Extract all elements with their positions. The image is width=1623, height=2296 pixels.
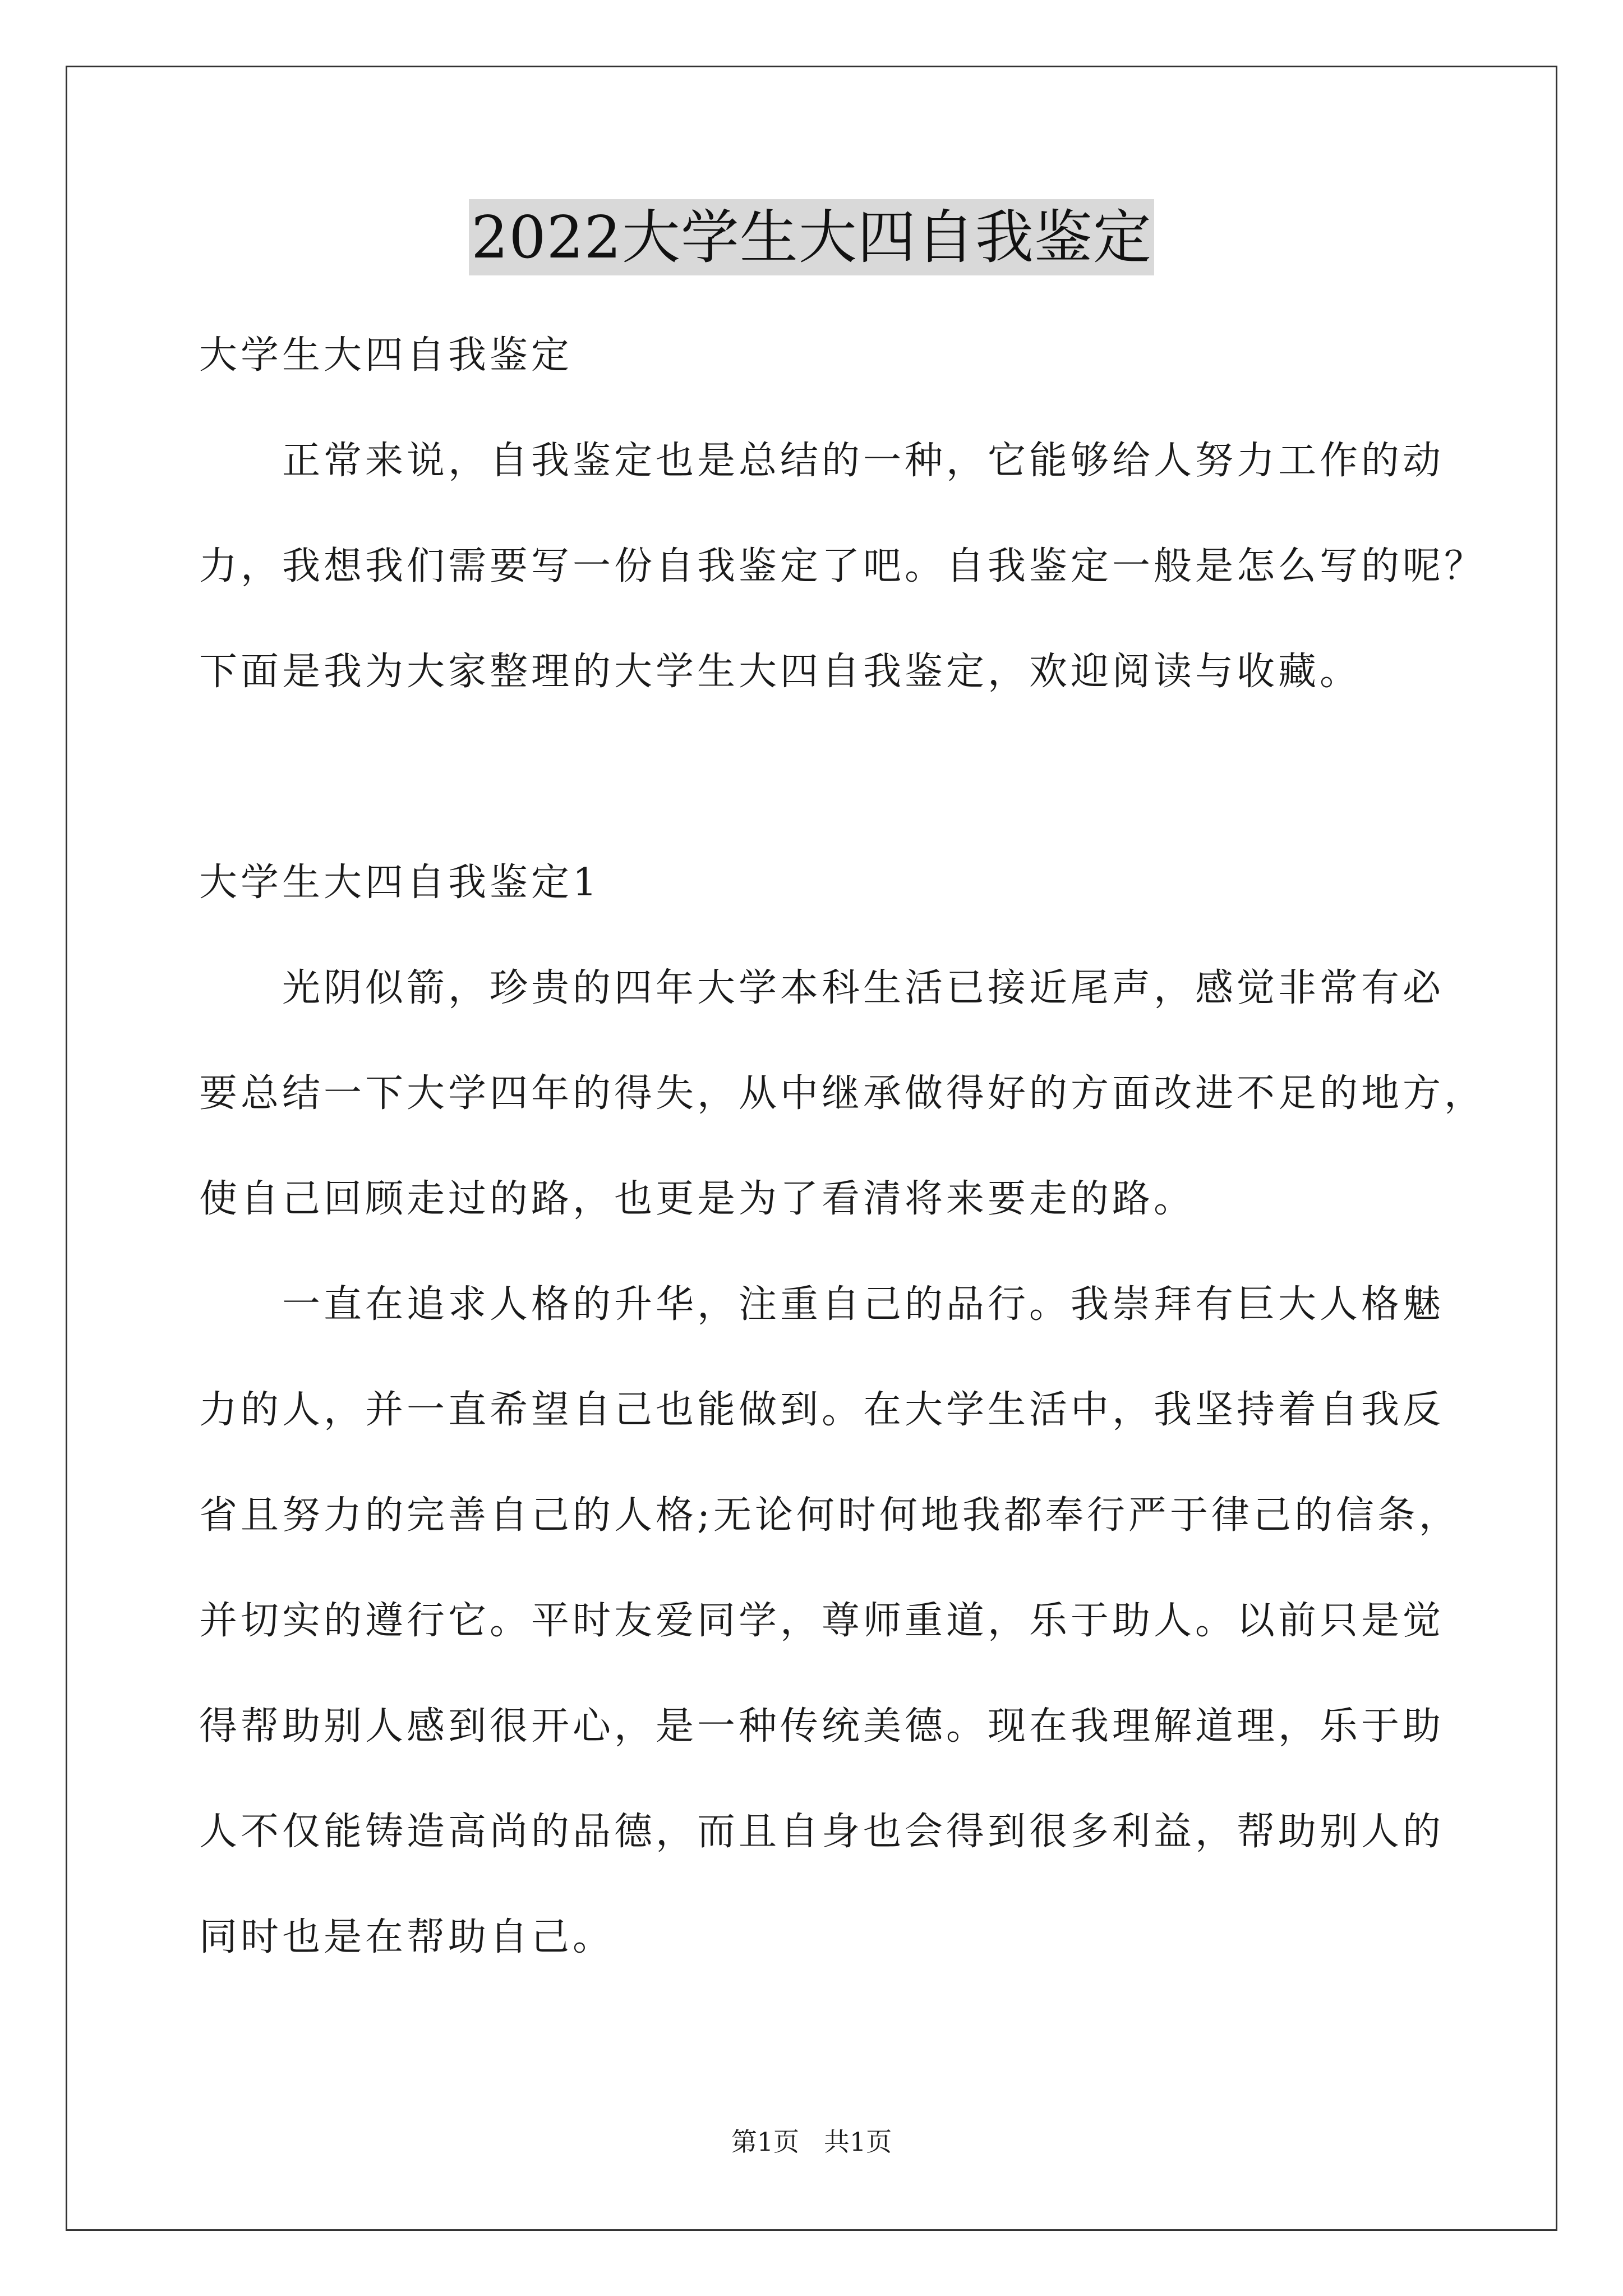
paragraph-line: 同时也是在帮助自己。 <box>199 1915 615 1959</box>
page-number: 第1页 <box>731 2127 799 2157</box>
paragraph-line: 光阴似箭，珍贵的四年大学本科生活已接近尾声，感觉非常有必 <box>282 966 1445 1010</box>
paragraph-line: 人不仅能铸造高尚的品德，而且自身也会得到很多利益，帮助别人的 <box>199 1810 1445 1854</box>
intro-paragraph-line: 力，我想我们需要写一份自我鉴定了吧。自我鉴定一般是怎么写的呢？ <box>199 544 1486 588</box>
page-footer <box>0 2125 1623 2159</box>
section-heading: 大学生大四自我鉴定1 <box>199 861 601 905</box>
paragraph-line: 力的人，并一直希望自己也能做到。在大学生活中，我坚持着自我反 <box>199 1388 1445 1432</box>
document-title: 2022大学生大四自我鉴定 <box>469 199 1154 275</box>
intro-paragraph-line: 正常来说，自我鉴定也是总结的一种，它能够给人努力工作的动 <box>282 439 1445 483</box>
subtitle-heading: 大学生大四自我鉴定 <box>199 333 573 378</box>
paragraph-line: 省且努力的完善自己的人格;无论何时何地我都奉行严于律己的信条， <box>199 1493 1460 1538</box>
paragraph-line: 并切实的遵行它。平时友爱同学，尊师重道，乐于助人。以前只是觉 <box>199 1599 1445 1643</box>
intro-paragraph-line: 下面是我为大家整理的大学生大四自我鉴定，欢迎阅读与收藏。 <box>199 650 1362 694</box>
page-total: 共1页 <box>824 2127 892 2157</box>
paragraph-line: 一直在追求人格的升华，注重自己的品行。我崇拜有巨大人格魅 <box>282 1282 1445 1327</box>
blank-line <box>199 725 1455 830</box>
paragraph-line: 得帮助别人感到很开心，是一种传统美德。现在我理解道理，乐于助 <box>199 1704 1445 1749</box>
paragraph-line: 使自己回顾走过的路，也更是为了看清将来要走的路。 <box>199 1177 1196 1221</box>
paragraph-line: 要总结一下大学四年的得失，从中继承做得好的方面改进不足的地方， <box>199 1071 1486 1116</box>
document-body <box>199 303 1486 1990</box>
title-container <box>0 199 1623 275</box>
